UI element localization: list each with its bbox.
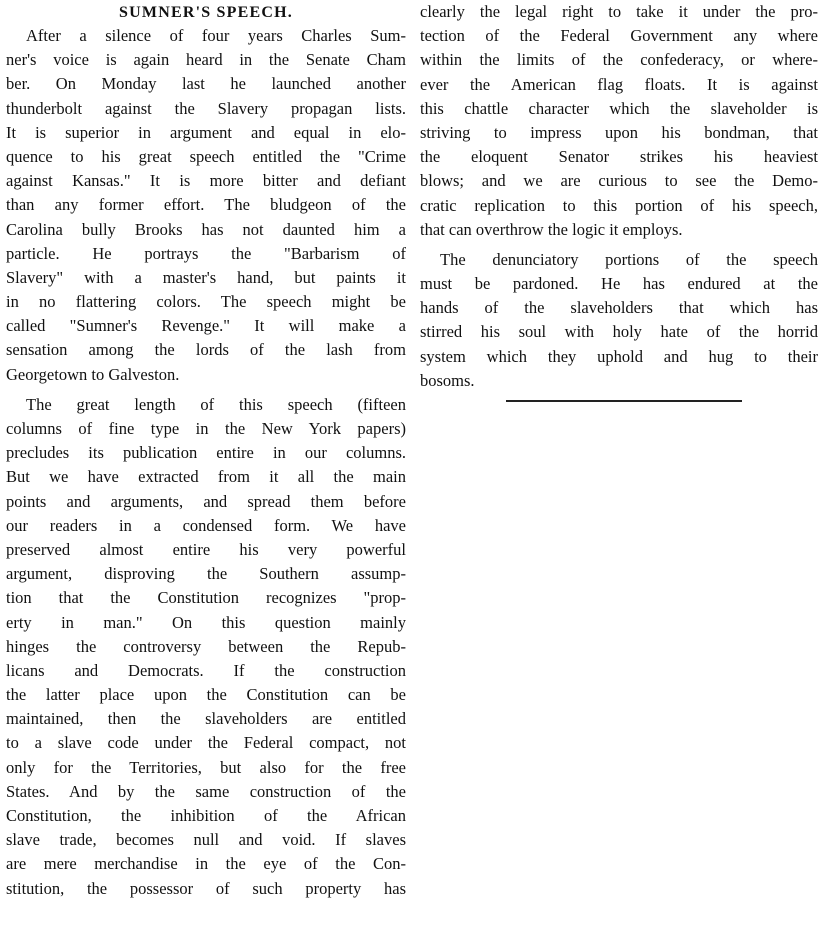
text-line: bosoms. — [420, 370, 475, 390]
text-line: But we have extracted from it all the main — [6, 467, 406, 487]
text-line: It is superior in argument and equal in elo- — [6, 122, 406, 142]
text-line: must be pardoned. He has endured at the — [420, 274, 818, 294]
text-line: our readers in a condensed form. We have — [6, 515, 406, 535]
article-headline: SUMNER'S SPEECH. — [119, 4, 293, 21]
text-line: stirred his soul with holy hate of the horrid — [420, 322, 818, 342]
text-line: sensation among the lords of the lash from — [6, 340, 406, 360]
text-line: After a silence of four years Charles Sum- — [26, 26, 406, 45]
text-line: argument, disproving the Southern assump- — [6, 564, 406, 584]
section-divider-rule — [506, 400, 742, 402]
paragraph-2 — [6, 393, 406, 901]
text-line: cratic replication to this portion of his speech, — [420, 195, 818, 215]
text-line: Georgetown to Galveston. — [6, 364, 180, 384]
text-line: ner's voice is again heard in the Senate Cham — [6, 50, 406, 70]
text-line: Slavery" with a master's hand, but paints it — [6, 267, 406, 287]
text-line: preserved almost entire his very powerful — [6, 539, 406, 559]
text-line: erty in man." On this question mainly — [6, 612, 406, 632]
text-line: called "Sumner's Revenge." It will make a — [6, 316, 406, 336]
text-line: States. And by the same construction of the — [6, 781, 406, 801]
text-line: than any former effort. The bludgeon of the — [6, 195, 406, 215]
text-line: against Kansas." It is more bitter and defiant — [6, 171, 406, 191]
text-line: licans and Democrats. If the construction — [6, 660, 406, 680]
text-line: ever the American flag floats. It is against — [420, 74, 818, 94]
text-line: tection of the Federal Government any where — [420, 26, 818, 46]
text-line: are mere merchandise in the eye of the Con- — [6, 854, 406, 874]
text-line: slave trade, becomes null and void. If slaves — [6, 830, 406, 850]
text-line: tion that the Constitution recognizes "prop- — [6, 588, 406, 608]
text-line: blows; and we are curious to see the Demo- — [420, 171, 818, 191]
text-line: the eloquent Senator strikes his heaviest — [420, 147, 818, 167]
text-line: The denunciatory portions of the speech — [440, 249, 818, 269]
text-line: in no flattering colors. The speech might be — [6, 292, 406, 312]
text-line: thunderbolt against the Slavery propagan lists. — [6, 98, 406, 118]
text-line: this chattle character which the slaveholder is — [420, 98, 818, 118]
text-line: to a slave code under the Federal compact, not — [6, 733, 406, 753]
text-line: striving to impress upon his bondman, that — [420, 122, 818, 142]
paragraph-2-continued — [420, 0, 818, 242]
text-line: quence to his great speech entitled the "Crime — [6, 146, 406, 166]
text-line: stitution, the possessor of such property has — [6, 878, 406, 898]
text-line: system which they uphold and hug to their — [420, 346, 818, 366]
text-line: points and arguments, and spread them before — [6, 491, 406, 511]
text-line: hands of the slaveholders that which has — [420, 298, 818, 318]
left-column — [6, 0, 406, 901]
text-line: The great length of this speech (fifteen — [26, 394, 406, 414]
paragraph-3 — [420, 248, 818, 393]
text-line: hinges the controversy between the Repub- — [6, 636, 406, 656]
text-line: Constitution, the inhibition of the African — [6, 806, 406, 825]
text-line: only for the Territories, but also for the free — [6, 757, 406, 777]
text-line: Carolina bully Brooks has not daunted him a — [6, 219, 406, 239]
text-line: clearly the legal right to take it under the pro- — [420, 2, 818, 21]
right-column — [420, 0, 818, 393]
text-line: columns of fine type in the New York papers) — [6, 419, 406, 438]
text-line: within the limits of the confederacy, or where- — [420, 50, 818, 70]
text-line: maintained, then the slaveholders are entitled — [6, 709, 406, 729]
text-line: particle. He portrays the "Barbarism of — [6, 243, 406, 263]
text-line: precludes its publication entire in our columns. — [6, 443, 406, 463]
paragraph-1 — [6, 24, 406, 387]
text-line: that can overthrow the logic it employs. — [420, 219, 683, 239]
text-line: ber. On Monday last he launched another — [6, 74, 406, 94]
text-line: the latter place upon the Constitution can be — [6, 685, 406, 705]
